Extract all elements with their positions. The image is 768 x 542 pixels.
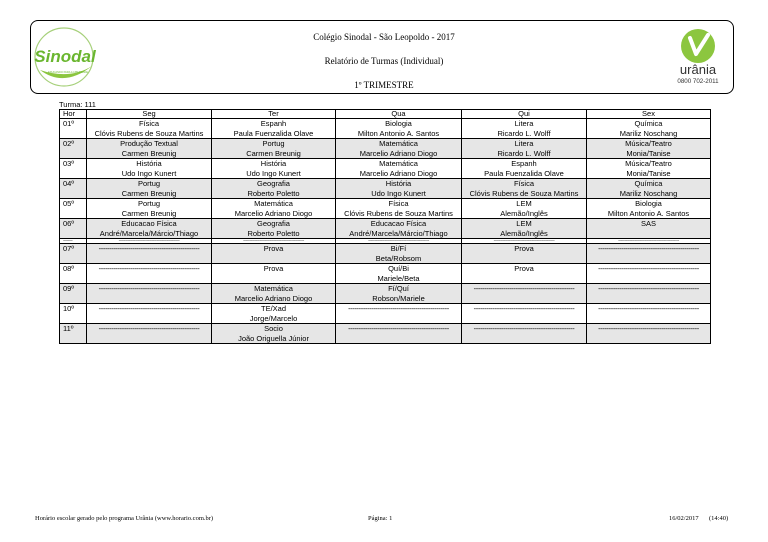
teacher-text: Mariliz Noschang: [619, 188, 678, 198]
timetable-cell: [587, 159, 711, 179]
timetable-cell: [212, 324, 336, 344]
period-label: 10º: [60, 304, 87, 324]
period-label: 03º: [60, 159, 87, 179]
subject-text: Socio: [264, 324, 283, 333]
teacher-text: Clóvis Rubens de Souza Martins: [94, 128, 204, 138]
timetable-cell: [336, 324, 462, 344]
subject-text: ------------------------------------------------: [98, 244, 200, 253]
timetable-cell: [212, 304, 336, 324]
subject-text: ------------------------------------------------: [598, 324, 699, 333]
subject-text: ------------------------------------------------: [98, 264, 200, 273]
subject-text: Física: [138, 119, 159, 128]
subject-text: Matemática: [379, 139, 418, 148]
teacher-text: Monia/Tanise: [626, 168, 671, 178]
subject-text: ------------------------------------------------: [98, 324, 200, 333]
timetable-cell: [212, 139, 336, 159]
teacher-text: Udo Ingo Kunert: [371, 188, 426, 198]
subject-text: Prova: [514, 244, 534, 253]
table-row: [60, 119, 711, 139]
subject-text: LEM: [516, 219, 532, 228]
subject-text: Espanh: [511, 159, 537, 168]
term-title: 1º TRIMESTRE: [354, 80, 414, 90]
period-label: 09º: [60, 284, 87, 304]
col-header-qua: Qua: [336, 110, 462, 119]
subject-text: ------------------------------------------------: [618, 238, 679, 244]
teacher-text: Milton Antonio A. Santos: [607, 208, 690, 218]
teacher-text: Mariliz Noschang: [619, 128, 678, 138]
subject-text: Física: [513, 179, 534, 188]
timetable-cell: [87, 219, 212, 239]
teacher-text: Ricardo L. Wolff: [497, 148, 551, 158]
timetable-cell: [87, 324, 212, 344]
subject-text: SAS: [640, 219, 656, 228]
subject-text: Prova: [263, 244, 284, 253]
subject-text: Educacao Física: [370, 219, 427, 228]
teacher-text: Mariele/Beta: [377, 273, 420, 283]
teacher-text: Carmen Breunig: [246, 148, 301, 158]
timetable-cell: [587, 139, 711, 159]
urania-phone: 0800 702-2011: [677, 78, 719, 85]
sinodal-tagline: EDUCANDO PARA A LIBERDADE: [48, 71, 88, 74]
timetable-cell: [87, 119, 212, 139]
subject-text: Prova: [263, 264, 284, 273]
timetable-cell: [212, 119, 336, 139]
teacher-text: Ricardo L. Wolff: [497, 128, 551, 138]
table-row: [60, 219, 711, 239]
subject-text: Fí/Quí: [388, 284, 409, 293]
subject-text: Música/Teatro: [625, 159, 672, 168]
timetable-cell: [587, 304, 711, 324]
timetable-cell: [212, 284, 336, 304]
table-row: [60, 324, 711, 344]
teacher-text: Paula Fuenzalida Olave: [233, 128, 314, 138]
subject-text: ------------------------------------------------: [348, 304, 449, 313]
timetable-cell: [336, 139, 462, 159]
timetable-cell: [212, 244, 336, 264]
subject-text: Química: [634, 119, 663, 128]
timetable-cell: [336, 304, 462, 324]
col-header-sex: Sex: [587, 110, 711, 119]
teacher-text: Beta/Robsom: [375, 253, 422, 263]
col-header-hor: Hor: [60, 110, 87, 119]
teacher-text: Udo Ingo Kunert: [246, 168, 301, 178]
timetable-cell: [462, 119, 587, 139]
period-label: 08º: [60, 264, 87, 284]
timetable-cell: [212, 179, 336, 199]
subject-text: História: [136, 159, 162, 168]
teacher-text: Carmen Breunig: [121, 148, 177, 158]
period-label: 07º: [60, 244, 87, 264]
subject-text: Bi/Fí: [390, 244, 407, 253]
timetable-cell: [87, 244, 212, 264]
subject-text: Litera: [514, 119, 534, 128]
subject-text: História: [385, 179, 412, 188]
teacher-text: André/Marcela/Márcio/Thiago: [349, 228, 448, 238]
subject-text: Portug: [137, 179, 161, 188]
timetable-cell: [462, 284, 587, 304]
timetable-cell: [462, 244, 587, 264]
subject-text: Geografia: [257, 219, 290, 228]
teacher-text: Jorge/Marcelo: [249, 313, 298, 323]
timetable-cell: [336, 284, 462, 304]
teacher-text: Monia/Tanise: [626, 148, 671, 158]
subject-text: ------------------------------------------------: [598, 304, 699, 313]
subject-text: ------------------------------------------------: [598, 244, 699, 253]
header-row: [60, 110, 711, 119]
timetable-cell: [87, 159, 212, 179]
timetable-cell: [336, 199, 462, 219]
period-label: --------: [60, 239, 87, 244]
timetable-cell: [87, 304, 212, 324]
timetable: [59, 109, 711, 344]
timetable-cell: [87, 264, 212, 284]
timetable-cell: [336, 159, 462, 179]
subject-text: Matemática: [254, 284, 293, 293]
timetable-cell: [462, 264, 587, 284]
timetable-cell: [462, 304, 587, 324]
turma-label: Turma: 111: [59, 100, 96, 109]
subject-text: Física: [388, 199, 409, 208]
timetable-cell: [587, 244, 711, 264]
timetable-cell: [87, 139, 212, 159]
timetable-cell: [336, 244, 462, 264]
subject-text: Matemática: [254, 199, 293, 208]
timetable-cell: [212, 159, 336, 179]
table-row: [60, 139, 711, 159]
footer-generator: Horário escolar gerado pelo programa Urânia (www.horario.com.br): [35, 515, 214, 522]
teacher-text: João Origuella Júnior: [238, 333, 309, 343]
table-row: [60, 159, 711, 179]
subject-text: ------------------------------------------------: [98, 284, 200, 293]
table-row: [60, 244, 711, 264]
subject-text: ------------------------------------------------: [243, 238, 304, 244]
subject-text: História: [260, 159, 287, 168]
subject-text: ------------------------------------------------: [368, 238, 429, 244]
timetable-cell: [212, 264, 336, 284]
subject-text: ------------------------------------------------: [473, 324, 575, 333]
period-label: 04º: [60, 179, 87, 199]
subject-text: Química: [634, 179, 663, 188]
sinodal-logo-text: Sinodal: [34, 47, 96, 66]
subject-text: ------------------------------------------------: [118, 238, 180, 244]
timetable-cell: [462, 199, 587, 219]
timetable-cell: [587, 324, 711, 344]
urania-logo-text: urânia: [679, 62, 717, 77]
teacher-text: Marcelio Adriano Diogo: [359, 148, 438, 158]
subject-text: ------------------------------------------------: [473, 284, 575, 293]
timetable-cell: [212, 199, 336, 219]
teacher-text: Roberto Poletto: [247, 228, 300, 238]
timetable-cell: [462, 179, 587, 199]
period-label: 11º: [60, 324, 87, 344]
subject-text: ------------------------------------------------: [473, 304, 575, 313]
subject-text: Biologia: [635, 199, 662, 208]
teacher-text: Carmen Breunig: [121, 188, 177, 198]
timetable-cell: [87, 199, 212, 219]
timetable-cell: [336, 119, 462, 139]
teacher-text: Udo Ingo Kunert: [121, 168, 177, 178]
subject-text: ------------------------------------------------: [493, 238, 555, 244]
timetable-cell: [587, 179, 711, 199]
timetable-cell: [336, 264, 462, 284]
period-label: 05º: [60, 199, 87, 219]
table-row: [60, 304, 711, 324]
subject-text: Biologia: [385, 119, 412, 128]
subject-text: Educacao Física: [121, 219, 177, 228]
school-title: Colégio Sinodal - São Leopoldo - 2017: [313, 32, 455, 42]
timetable-cell: [462, 324, 587, 344]
subject-text: ------------------------------------------------: [348, 324, 449, 333]
timetable-cell: [587, 199, 711, 219]
teacher-text: Marcelio Adriano Diogo: [234, 208, 313, 218]
footer-time: (14:40): [709, 515, 729, 522]
col-header-qui: Qui: [462, 110, 587, 119]
period-label: 01º: [60, 119, 87, 139]
subject-text: ------------------------------------------------: [598, 284, 699, 293]
timetable-cell: [336, 219, 462, 239]
period-label: 06º: [60, 219, 87, 239]
table-row: [60, 264, 711, 284]
footer-page: Página: 1: [368, 515, 393, 522]
timetable-cell: [587, 219, 711, 239]
timetable-cell: [587, 284, 711, 304]
timetable-cell: [87, 179, 212, 199]
teacher-text: André/Marcela/Márcio/Thiago: [99, 228, 199, 238]
subject-text: Música/Teatro: [625, 139, 672, 148]
subject-text: Prova: [514, 264, 534, 273]
teacher-text: Clóvis Rubens de Souza Martins: [469, 188, 579, 198]
report-title: Relatório de Turmas (Individual): [324, 56, 444, 66]
teacher-text: Carmen Breunig: [121, 208, 177, 218]
subject-text: Produção Textual: [120, 139, 178, 148]
timetable-cell: [462, 219, 587, 239]
table-row: [60, 179, 711, 199]
timetable-cell: [462, 139, 587, 159]
subject-text: Portug: [137, 199, 161, 208]
subject-text: Espanh: [260, 119, 287, 128]
subject-text: Quí/Bi: [388, 264, 409, 273]
subject-text: Portug: [262, 139, 285, 148]
timetable-cell: [462, 159, 587, 179]
subject-text: LEM: [516, 199, 532, 208]
table-row: [60, 284, 711, 304]
subject-text: ------------------------------------------------: [98, 304, 200, 313]
period-label: 02º: [60, 139, 87, 159]
teacher-text: Roberto Poletto: [247, 188, 300, 198]
footer-date: 16/02/2017: [669, 515, 699, 522]
subject-text: Litera: [514, 139, 534, 148]
teacher-text: Milton Antonio A. Santos: [357, 128, 440, 138]
timetable-cell: [587, 264, 711, 284]
timetable-cell: [587, 119, 711, 139]
teacher-text: Clóvis Rubens de Souza Martins: [344, 208, 453, 218]
col-header-ter: Ter: [212, 110, 336, 119]
teacher-text: Alemão/Inglês: [500, 208, 548, 218]
timetable-cell: [87, 284, 212, 304]
subject-text: ------------------------------------------------: [598, 264, 699, 273]
teacher-text: Robson/Mariele: [372, 293, 425, 303]
teacher-text: Marcelio Adriano Diogo: [359, 168, 438, 178]
timetable-cell: [336, 179, 462, 199]
col-header-seg: Seg: [87, 110, 212, 119]
teacher-text: Paula Fuenzalida Olave: [484, 168, 564, 178]
teacher-text: Marcelio Adriano Diogo: [234, 293, 313, 303]
timetable-cell: [212, 219, 336, 239]
table-row: [60, 199, 711, 219]
subject-text: Matemática: [379, 159, 418, 168]
teacher-text: Alemão/Inglês: [500, 228, 548, 238]
subject-text: TE/Xad: [260, 304, 286, 313]
subject-text: Geografia: [257, 179, 290, 188]
